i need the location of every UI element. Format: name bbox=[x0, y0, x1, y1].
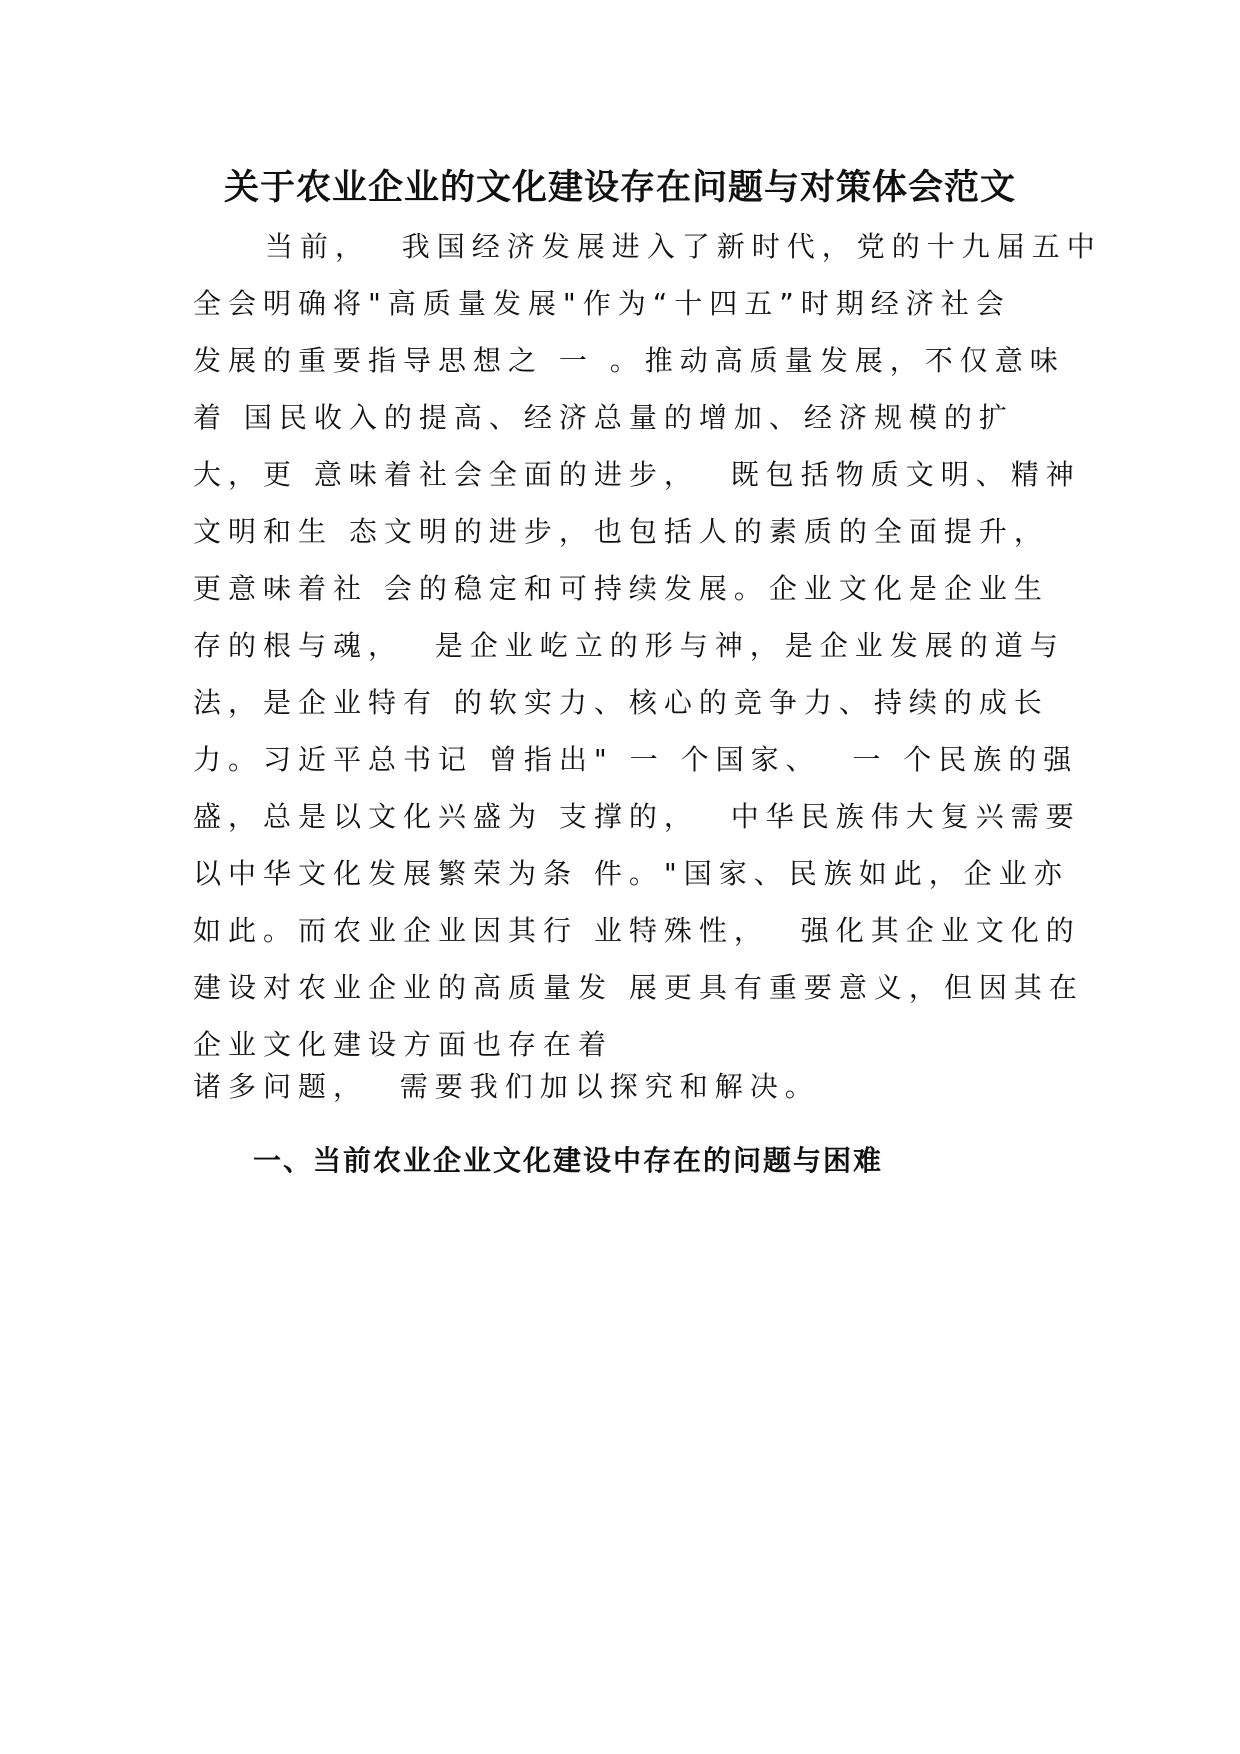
paragraph-line: 文明和生 态文明的进步，也包括人的素质的全面提升， bbox=[193, 515, 1049, 548]
intro-paragraph bbox=[193, 218, 1102, 1073]
paragraph-line: 大，更 意味着社会全面的进步， 既包括物质文明、精神 bbox=[193, 458, 1081, 491]
paragraph-line: 全会明确将"高质量发展"作为“十四五”时期经济社会 bbox=[193, 287, 1011, 320]
paragraph-line: 着 国民收入的提高、经济总量的增加、经济规模的扩 bbox=[193, 401, 1014, 434]
document-title: 关于农业企业的文化建设存在问题与对策体会范文 bbox=[223, 168, 1016, 208]
paragraph-line: 以中华文化发展繁荣为条 件。"国家、民族如此，企业亦 bbox=[193, 857, 1069, 890]
paragraph-line: 如此。而农业企业因其行 业特殊性， 强化其企业文化的 bbox=[193, 914, 1081, 947]
paragraph-line: 存的根与魂， 是企业屹立的形与神，是企业发展的道与 bbox=[193, 629, 1065, 662]
section-heading: 一、当前农业企业文化建设中存在的问题与困难 bbox=[253, 1144, 884, 1177]
paragraph-line: 力。习近平总书记 曾指出" 一 个国家、 一 个民族的强 bbox=[193, 743, 1079, 776]
paragraph-line: 企业文化建设方面也存在着 bbox=[193, 1028, 614, 1061]
paragraph-line: 更意味着社 会的稳定和可持续发展。企业文化是企业生 bbox=[193, 572, 1049, 605]
paragraph-line: 当前， 我国经济发展进入了新时代，党的十九届五中 bbox=[265, 230, 1102, 263]
paragraph-line: 法，是企业特有 的软实力、核心的竞争力、持续的成长 bbox=[193, 686, 1049, 719]
paragraph-line: 发展的重要指导思想之 一 。推动高质量发展，不仅意味 bbox=[193, 344, 1065, 377]
paragraph-line: 建设对农业企业的高质量发 展更具有重要意义，但因其在 bbox=[193, 971, 1084, 1004]
paragraph-tail-line: 诸多问题， 需要我们加以探究和解决。 bbox=[193, 1070, 820, 1103]
paragraph-line: 盛，总是以文化兴盛为 支撑的， 中华民族伟大复兴需要 bbox=[193, 800, 1081, 833]
